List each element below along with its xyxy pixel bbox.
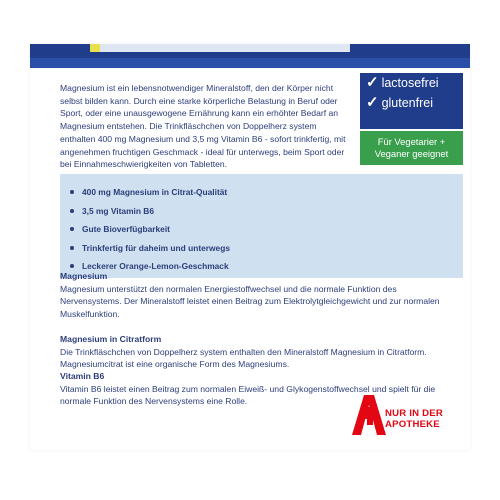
feature-label: 3,5 mg Vitamin B6 xyxy=(82,205,154,216)
intro-text: Magnesium ist ein lebensnotwendiger Mineralstoff, den der Körper nicht selbst bilden kann. Durch eine starke körperliche Belastung in Beruf oder Sport, oder eine unausgewogene Ernährung kann ein erhöhter Bedarf an Magnesium entstehen. Die Trinkfläschchen von Doppelherz system enthalten 400 mg Magnesium und 3,5 mg Vitamin B6 - sofort trinkfertig, mit angenehmen fruchtigen Geschmack - ideal für unterwegs, beim Sport oder bei Einnahmeschwierigkeiten von Tabletten. xyxy=(60,83,346,170)
logo-line2: APOTHEKE xyxy=(385,419,440,430)
feature-label: 400 mg Magnesium in Citrat-Qualität xyxy=(82,187,228,198)
package-top-edge xyxy=(30,44,470,68)
feature-box xyxy=(60,174,463,278)
bullet-icon xyxy=(70,190,74,194)
section-text: Vitamin B6 leistet einen Beitrag zum normalen Eiweiß- und Glykogenstoffwechsel und spielt für die normale Funktion des Nervensystems eine Rolle. xyxy=(60,383,436,407)
feature-label: Gute Bioverfügbarkeit xyxy=(82,224,170,235)
glutenfrei-row xyxy=(360,93,463,113)
logo-line1: NUR IN DER xyxy=(385,408,443,419)
section-heading: Vitamin B6 xyxy=(60,371,105,381)
bullet-icon xyxy=(70,264,74,268)
feature-item xyxy=(70,202,463,221)
section-citratform xyxy=(60,333,460,371)
feature-label: Leckerer Orange-Lemon-Geschmack xyxy=(82,261,229,272)
feature-item xyxy=(70,220,463,239)
check-icon: ✓ xyxy=(366,74,379,91)
apotheke-logo-text xyxy=(385,408,443,430)
glutenfrei-label: glutenfrei xyxy=(381,96,434,110)
bullet-icon xyxy=(70,246,74,250)
top-edge-pale-band xyxy=(100,44,350,52)
top-edge-blue-band xyxy=(30,58,470,68)
bullet-icon xyxy=(70,209,74,213)
feature-label: Trinkfertig für daheim und unterwegs xyxy=(82,242,230,253)
section-text: Die Trinkfläschchen von Doppelherz system enthalten den Mineralstoff Magnesium in Citratform. Magnesiumcitrat ist eine organische Form des Magnesiums. xyxy=(60,346,427,370)
bullet-icon xyxy=(70,227,74,231)
section-heading: Magnesium in Citratform xyxy=(60,334,162,344)
check-icon: ✓ xyxy=(366,94,379,111)
lactosefrei-label: lactosefrei xyxy=(381,76,439,90)
feature-item xyxy=(70,239,463,258)
section-heading: Magnesium xyxy=(60,271,108,281)
lactosefrei-row xyxy=(360,73,463,93)
vegan-badge: Für Vegetarier + Veganer geeignet xyxy=(360,131,463,165)
feature-list xyxy=(60,174,463,276)
section-text: Magnesium unterstützt den normalen Energiestoffwechsel und die normale Funktion des Nervensystems. Der Mineralstoff leistet einen Beitrag zum Elektrolytgleichgewicht und zur normalen Muskelfunktion. xyxy=(60,283,440,320)
lactose-gluten-badge xyxy=(360,73,463,129)
section-magnesium xyxy=(60,270,460,321)
feature-item xyxy=(70,183,463,202)
